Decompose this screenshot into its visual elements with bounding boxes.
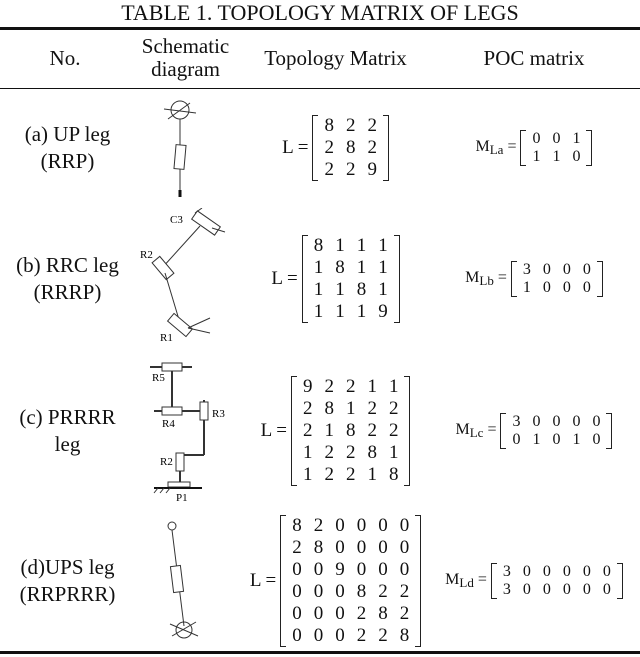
matrix-entry: 1: [552, 147, 561, 165]
matrix-entry: 2: [388, 398, 399, 419]
matrix-entry: 1: [356, 256, 367, 278]
matrix-entry: 0: [532, 413, 541, 430]
matrix-entry: 1: [302, 442, 313, 463]
matrix-entry: 2: [324, 464, 334, 485]
matrix-entry: 1: [335, 234, 345, 256]
leg-name: (d)UPS leg (RRPRRR): [19, 555, 116, 606]
matrix-entry: 2: [356, 625, 367, 646]
matrix-entry: 0: [292, 559, 302, 580]
matrix-entry: 0: [552, 413, 561, 430]
topology-matrix: [302, 235, 400, 323]
matrix-entry: 2: [302, 420, 313, 441]
matrix-entry: 0: [399, 537, 410, 558]
leg-name: (b) RRC leg (RRRP): [16, 252, 119, 304]
matrix-entry: 0: [562, 260, 571, 278]
schematic-prrrr-leg: [140, 355, 230, 505]
poc-matrix-cell: [428, 90, 640, 205]
matrix-entry: 1: [313, 300, 324, 322]
matrix-entry: 9: [302, 376, 313, 397]
poc-label: [445, 571, 487, 591]
matrix-entry: 0: [582, 260, 591, 278]
matrix-entry: 0: [335, 581, 345, 602]
matrix-entry: 8: [324, 114, 334, 136]
matrix-entry: 2: [345, 464, 356, 485]
header-no: No.: [49, 45, 81, 70]
matrix-entry: 0: [399, 559, 410, 580]
matrix-entry: 2: [399, 581, 410, 602]
matrix-entry: 2: [378, 581, 388, 602]
matrix-entry: 2: [388, 420, 399, 441]
topology-matrix: [291, 376, 411, 486]
topology-matrix-cell: [243, 352, 428, 510]
matrix-entry: 1: [532, 431, 541, 448]
poc-matrix-cell: [428, 512, 640, 650]
poc-label-eq: =: [477, 571, 487, 588]
matrix-entry: 8: [345, 420, 356, 441]
poc-matrix: [520, 130, 592, 166]
matrix-entry: 1: [522, 278, 531, 296]
matrix-entry: 0: [335, 603, 345, 624]
matrix-entry: 1: [572, 431, 581, 448]
matrix-entry: 0: [335, 515, 345, 536]
matrix-entry: 2: [399, 603, 410, 624]
poc-label-eq: =: [497, 268, 507, 286]
matrix-entry: 0: [542, 260, 551, 278]
matrix-entry: 8: [335, 256, 345, 278]
schematic-up-leg: [150, 95, 210, 205]
matrix-entry: 1: [335, 300, 345, 322]
matrix-entry: 8: [356, 581, 367, 602]
matrix-entry: 8: [388, 464, 399, 485]
matrix-entry: 1: [388, 442, 399, 463]
matrix-entry: 0: [399, 515, 410, 536]
matrix-entry: 0: [582, 278, 591, 296]
matrix-entry: 0: [313, 625, 324, 646]
matrix-entry: 0: [582, 563, 591, 580]
label-p1: P1: [176, 492, 188, 504]
matrix-entry: 0: [512, 431, 521, 448]
matrix-entry: 8: [313, 234, 324, 256]
matrix-entry: 2: [292, 537, 302, 558]
matrix-entry: 0: [562, 563, 571, 580]
matrix-entry: 0: [562, 278, 571, 296]
poc-label: [465, 269, 507, 289]
matrix-entry: 0: [592, 431, 601, 448]
matrix-entry: 2: [313, 515, 324, 536]
label-c3: C3: [170, 214, 183, 226]
matrix-entry: 0: [552, 431, 561, 448]
schematic-rrc-leg: [140, 208, 230, 348]
matrix-entry: 9: [378, 300, 388, 322]
matrix-entry: 0: [582, 581, 591, 598]
topology-label: L =: [271, 267, 298, 289]
matrix-entry: 2: [367, 398, 377, 419]
matrix-entry: 2: [324, 442, 334, 463]
label-r2-c: R2: [160, 456, 173, 468]
poc-label: [476, 138, 517, 158]
matrix-entry: 1: [313, 278, 324, 300]
poc-label-m: M: [455, 421, 470, 438]
matrix-entry: 8: [399, 625, 410, 646]
matrix-entry: 2: [345, 158, 356, 180]
topology-matrix: [312, 115, 389, 181]
leg-name: (c) PRRRR leg: [19, 405, 116, 456]
label-r3: R3: [212, 408, 225, 420]
matrix-entry: 0: [542, 278, 551, 296]
matrix-entry: 1: [356, 300, 367, 322]
matrix-entry: 0: [292, 625, 302, 646]
header-rule: [0, 88, 640, 89]
matrix-entry: 3: [502, 563, 511, 580]
matrix-entry: 1: [356, 234, 367, 256]
matrix-entry: 9: [367, 158, 377, 180]
matrix-entry: 1: [572, 129, 581, 147]
matrix-entry: 8: [345, 136, 356, 158]
poc-label-eq: =: [507, 137, 517, 155]
matrix-entry: 0: [378, 537, 388, 558]
topology-label: L =: [282, 136, 309, 158]
matrix-entry: 8: [313, 537, 324, 558]
matrix-entry: 1: [367, 376, 377, 397]
matrix-entry: 2: [345, 114, 356, 136]
matrix-entry: 0: [572, 147, 581, 165]
header-poc: POC matrix: [483, 45, 585, 70]
matrix-entry: 2: [356, 603, 367, 624]
matrix-entry: 0: [602, 563, 611, 580]
matrix-entry: 2: [324, 376, 334, 397]
matrix-entry: 0: [356, 537, 367, 558]
poc-matrix-cell: [428, 207, 640, 350]
matrix-entry: 1: [532, 147, 541, 165]
matrix-entry: 1: [378, 234, 388, 256]
header-schematic: Schematic diagram: [141, 34, 230, 81]
matrix-entry: 0: [552, 129, 561, 147]
matrix-entry: 0: [292, 603, 302, 624]
topology-label: L =: [249, 570, 277, 591]
poc-label-eq: =: [487, 421, 497, 438]
poc-label-m: M: [445, 571, 460, 588]
label-r5: R5: [152, 372, 165, 384]
matrix-entry: 0: [335, 625, 345, 646]
matrix-entry: 2: [345, 376, 356, 397]
matrix-entry: 2: [345, 442, 356, 463]
poc-label: [456, 421, 497, 441]
poc-label-m: M: [475, 137, 490, 155]
matrix-entry: 2: [324, 136, 334, 158]
matrix-entry: 0: [313, 559, 324, 580]
matrix-entry: 8: [292, 515, 302, 536]
matrix-entry: 3: [522, 260, 531, 278]
poc-matrix: [491, 563, 623, 599]
leg-name: (a) UP leg (RRP): [24, 121, 111, 173]
matrix-entry: 9: [335, 559, 345, 580]
matrix-entry: 0: [602, 581, 611, 598]
label-r4: R4: [162, 418, 175, 430]
header-topology: Topology Matrix: [264, 45, 407, 70]
matrix-entry: 0: [592, 413, 601, 430]
matrix-entry: 0: [542, 581, 551, 598]
matrix-entry: 1: [324, 420, 334, 441]
matrix-entry: 0: [356, 515, 367, 536]
matrix-entry: 2: [367, 420, 377, 441]
poc-label-m: M: [465, 268, 480, 286]
matrix-entry: 2: [324, 158, 334, 180]
matrix-entry: 0: [292, 581, 302, 602]
matrix-entry: 8: [356, 278, 367, 300]
poc-matrix: [500, 413, 612, 449]
matrix-entry: 2: [378, 625, 388, 646]
schematic-ups-leg: [150, 518, 210, 646]
table-title: TABLE 1. TOPOLOGY MATRIX OF LEGS: [121, 0, 519, 25]
label-r1: R1: [160, 332, 173, 344]
matrix-entry: 8: [324, 398, 334, 419]
poc-matrix: [511, 261, 603, 297]
matrix-entry: 1: [378, 278, 388, 300]
matrix-entry: 0: [313, 581, 324, 602]
matrix-entry: 1: [388, 376, 399, 397]
matrix-entry: 0: [522, 563, 531, 580]
poc-label-sub: Ld: [459, 575, 474, 590]
matrix-entry: 1: [335, 278, 345, 300]
topology-matrix-cell: [243, 512, 428, 650]
matrix-entry: 0: [335, 537, 345, 558]
bottom-rule: [0, 651, 640, 654]
topology-matrix-cell: [243, 207, 428, 350]
matrix-entry: 2: [302, 398, 313, 419]
matrix-entry: 0: [542, 563, 551, 580]
matrix-entry: 0: [378, 515, 388, 536]
matrix-entry: 3: [502, 581, 511, 598]
matrix-entry: 8: [378, 603, 388, 624]
matrix-entry: 1: [345, 398, 356, 419]
matrix-entry: 1: [313, 256, 324, 278]
matrix-entry: 0: [356, 559, 367, 580]
matrix-entry: 1: [367, 464, 377, 485]
label-r2: R2: [140, 249, 153, 261]
poc-label-sub: Lb: [479, 272, 494, 288]
topology-label: L =: [260, 420, 287, 441]
matrix-entry: 0: [522, 581, 531, 598]
matrix-entry: 0: [572, 413, 581, 430]
poc-label-sub: La: [489, 141, 504, 157]
matrix-entry: 0: [378, 559, 388, 580]
matrix-entry: 2: [367, 136, 377, 158]
matrix-entry: 0: [562, 581, 571, 598]
matrix-entry: 1: [378, 256, 388, 278]
matrix-entry: 0: [313, 603, 324, 624]
matrix-entry: 0: [532, 129, 541, 147]
matrix-entry: 2: [367, 114, 377, 136]
poc-matrix-cell: [428, 352, 640, 510]
poc-label-sub: Lc: [469, 425, 484, 440]
topology-matrix: [280, 515, 421, 647]
topology-matrix-cell: [243, 90, 428, 205]
matrix-entry: 3: [512, 413, 521, 430]
matrix-entry: 1: [302, 464, 313, 485]
matrix-entry: 8: [367, 442, 377, 463]
